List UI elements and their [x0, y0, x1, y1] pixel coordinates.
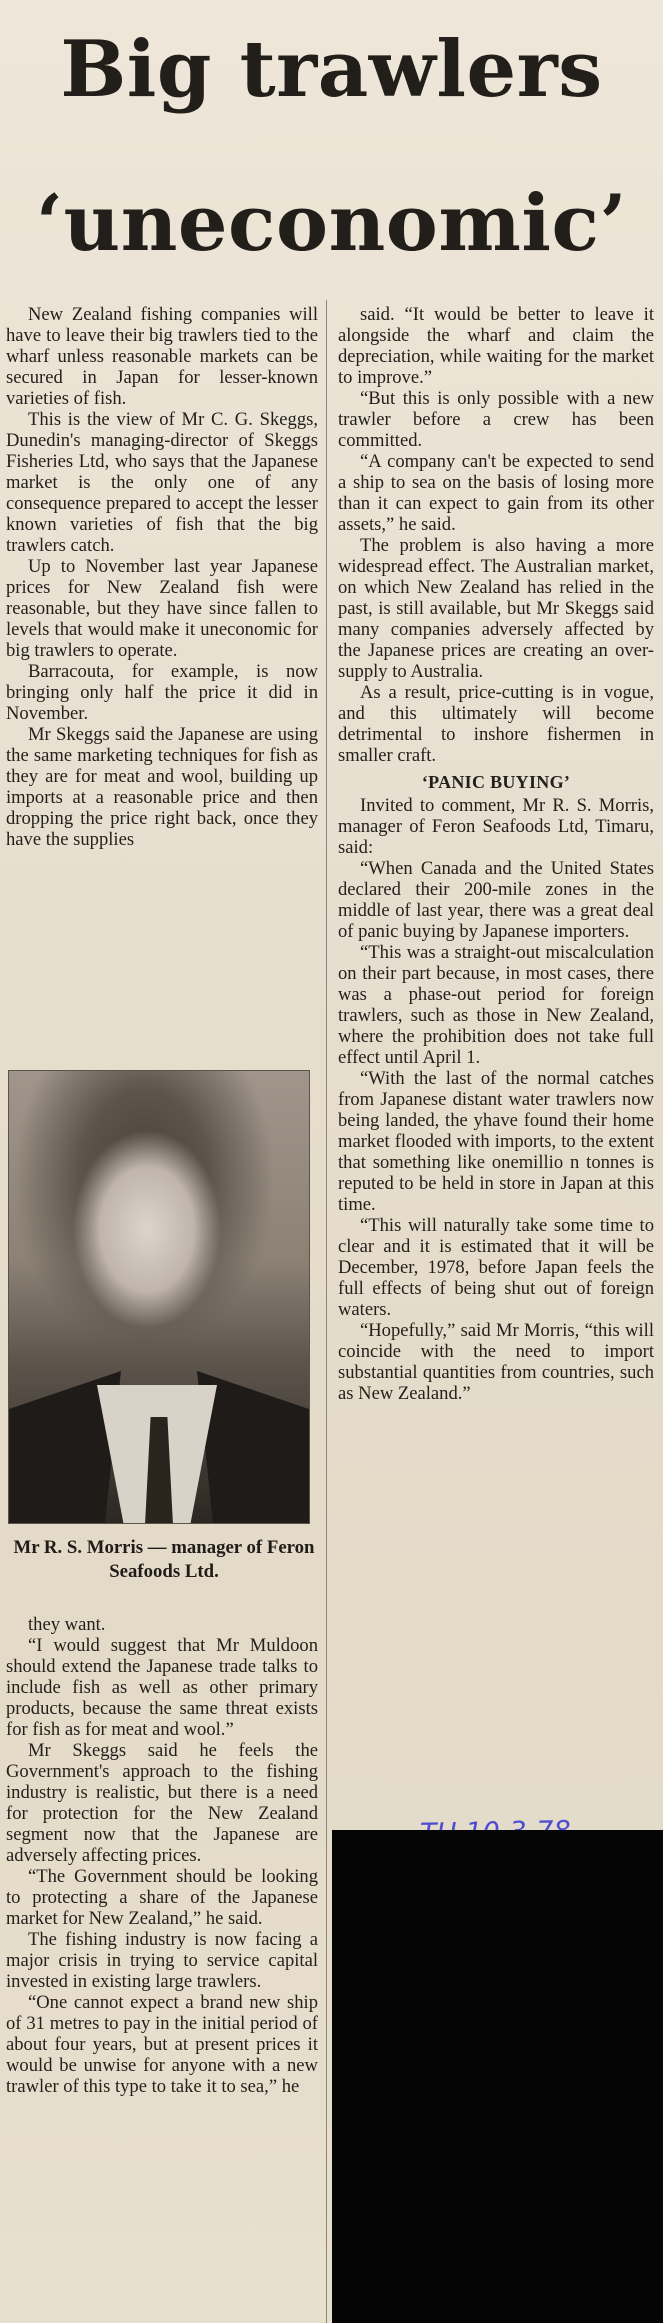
subhead: ‘PANIC BUYING’: [421, 772, 571, 792]
right-column: [338, 304, 654, 1832]
column-divider: [326, 300, 327, 2323]
left-column-lower: [6, 1614, 318, 2323]
paragraph: “This was a straight-out miscalculation on their part because, in most cases, there was a phase-out period for foreign trawlers, such as those in New Zealand, where the prohibition does not take full effect until April 1.: [338, 942, 654, 1068]
headline-line-2: ‘uneconomic’: [35, 178, 628, 269]
paragraph: “Hopefully,” said Mr Morris, “this will coincide with the need to import substantial quantities from countries, such as New Zealand.”: [338, 1320, 654, 1404]
paragraph: Barracouta, for example, is now bringing only half the price it did in November.: [6, 661, 318, 724]
paragraph: The problem is also having a more widespread effect. The Australian market, on which New Zealand has relied in the past, is still available, but Mr Skeggs said many companies adversely affected by the Japanese prices are creating an over-supply to Australia.: [338, 535, 654, 682]
paragraph: Invited to comment, Mr R. S. Morris, manager of Feron Seafoods Ltd, Timaru, said:: [338, 795, 654, 858]
paragraph: said. “It would be better to leave it alongside the wharf and claim the depreciation, while waiting for the market to improve.”: [338, 304, 654, 388]
paragraph: Mr Skeggs said the Japanese are using the same marketing techniques for fish as they are for meat and wool, building up imports at a reasonable price and then dropping the price right back, once they have the supplies: [6, 724, 318, 850]
paragraph: “A company can't be expected to send a ship to sea on the basis of losing more than it can expect to gain from its other assets,” he said.: [338, 451, 654, 535]
paragraph: This is the view of Mr C. G. Skeggs, Dunedin's managing-director of Skeggs Fisheries Ltd, who says that the Japanese market is the only one of any consequence prepared to accept the lesser known varieties of fish that the big trawlers catch.: [6, 409, 318, 556]
scan-background-block: [332, 1830, 663, 2323]
paragraph: New Zealand fishing companies will have to leave their big trawlers tied to the wharf unless reasonable markets can be secured in Japan for lesser-known varieties of fish.: [6, 304, 318, 409]
portrait-photo: [8, 1070, 310, 1524]
paragraph: Up to November last year Japanese prices for New Zealand fish were reasonable, but they have since fallen to levels that would make it uneconomic for big trawlers to operate.: [6, 556, 318, 661]
paragraph: Mr Skeggs said he feels the Government's approach to the fishing industry is realistic, but there is a need for protection for the New Zealand segment now that the Japanese are adversely affecting prices.: [6, 1740, 318, 1866]
photo-caption: Mr R. S. Morris — manager of Feron Seafoods Ltd.: [13, 1537, 315, 1582]
paragraph: “With the last of the normal catches from Japanese distant water trawlers now being landed, the yhave found their home market flooded with imports, to the extent that something like onemillio n tonnes is reputed to be held in store in Japan at this time.: [338, 1068, 654, 1215]
paragraph: they want.: [28, 1614, 106, 1635]
paragraph: “I would suggest that Mr Muldoon should extend the Japanese trade talks to include fish as well as other primary products, because the same threat exists for fish as for meat and wool.”: [6, 1635, 318, 1740]
paragraph: “When Canada and the United States declared their 200-mile zones in the middle of last year, there was a great deal of panic buying by Japanese importers.: [338, 858, 654, 942]
paragraph: The fishing industry is now facing a major crisis in trying to service capital invested in existing large trawlers.: [6, 1929, 318, 1992]
paragraph: As a result, price-cutting is in vogue, and this ultimately will become detrimental to inshore fishermen in smaller craft.: [338, 682, 654, 766]
paragraph: “But this is only possible with a new trawler before a crew has been committed.: [338, 388, 654, 451]
headline-line-1: Big trawlers: [60, 24, 603, 115]
paragraph: “One cannot expect a brand new ship of 31 metres to pay in the initial period of about four years, but at present prices it would be unwise for anyone with a new trawler of this type to take it to sea,” he: [6, 1992, 318, 2097]
left-column-upper: [6, 304, 318, 1060]
paragraph: “The Government should be looking to protecting a share of the Japanese market for New Zealand,” he said.: [6, 1866, 318, 1929]
paragraph: “This will naturally take some time to clear and it is estimated that it will be December, 1978, before Japan feels the full effects of being shut out of foreign waters.: [338, 1215, 654, 1320]
